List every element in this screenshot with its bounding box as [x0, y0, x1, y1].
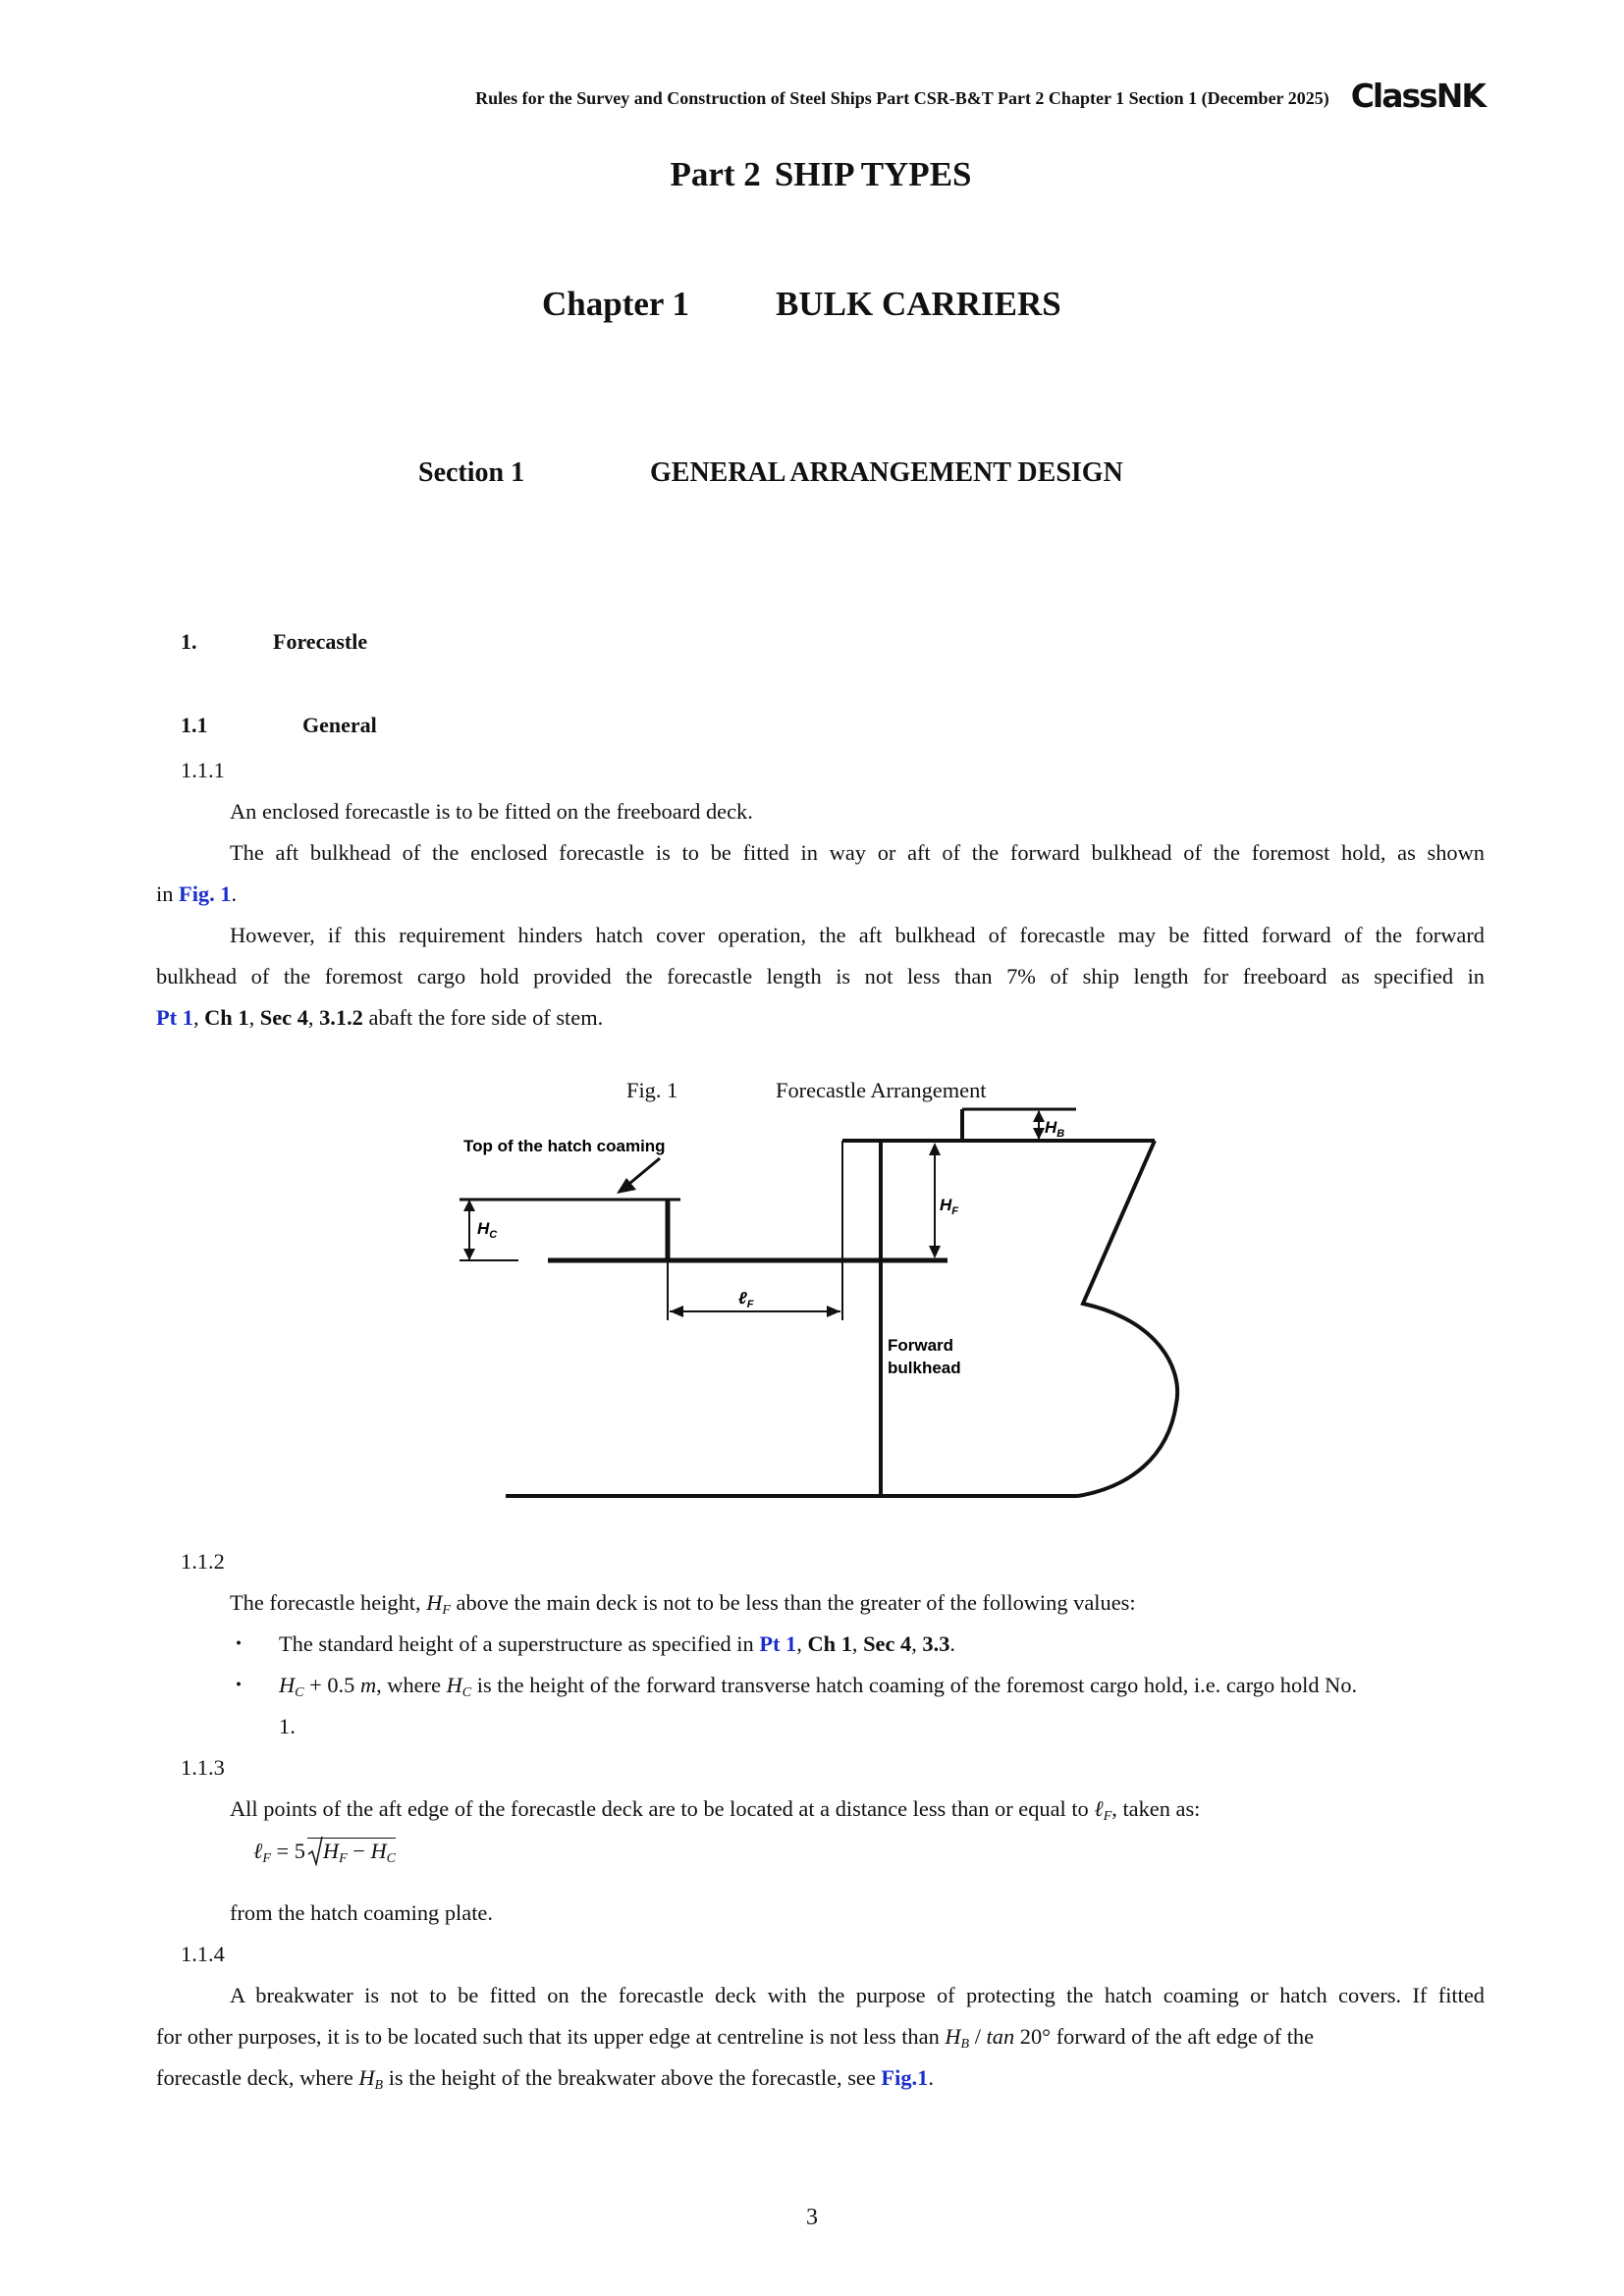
paragraph-number: 1.1.2: [181, 1549, 225, 1574]
bullet-line: $H_C + 0.5$ m, where $H_C$ is the height of the forward transverse hatch coaming of the foremost cargo hold, i.e. cargo hold No.: [279, 1673, 1358, 1700]
paragraph-line: A breakwater is not to be fitted on the forecastle deck with the purpose of protecting the hatch coaming or hatch covers. If fitted: [230, 1983, 1485, 2007]
chapter-title: BULK CARRIERS: [776, 285, 1061, 323]
hatch-coaming-label: Top of the hatch coaming: [463, 1137, 666, 1155]
bullet-icon: ・: [228, 1631, 250, 1656]
forward-bulkhead-label-line2: bulkhead: [888, 1359, 961, 1377]
section-number: Section 1: [418, 457, 525, 488]
paragraph-line: An enclosed forecastle is to be fitted on the freeboard deck.: [230, 799, 753, 824]
paragraph-line: forecastle deck, where $H_B$ is the height of the breakwater above the forecastle, see Fig.1.: [156, 2065, 934, 2093]
hf-label: $H_F$: [940, 1196, 959, 1217]
figure-caption-number: Fig. 1: [626, 1078, 678, 1102]
heading1-number: 1.: [181, 629, 197, 654]
classnk-logo: ClassNK: [1350, 77, 1485, 115]
chapter-number: Chapter 1: [542, 285, 690, 323]
paragraph-line: for other purposes, it is to be located such that its upper edge at centreline is not less than $H_B$ / tan 20° forward of the aft edge of the: [156, 2024, 1315, 2052]
fig-1-link[interactable]: Fig. 1: [179, 881, 232, 906]
paragraph-line: in Fig. 1.: [156, 881, 238, 906]
heading1-title: Forecastle: [273, 629, 368, 654]
bullet-line: 1.: [279, 1714, 296, 1738]
pt1-link[interactable]: Pt 1: [759, 1631, 797, 1656]
paragraph-number: 1.1.3: [181, 1755, 225, 1780]
running-title: Rules for the Survey and Construction of Steel Ships Part CSR-B&T Part 2 Chapter 1 Section 1 (December 2025): [475, 88, 1329, 108]
part-name: SHIP TYPES: [774, 155, 972, 193]
heading2-number: 1.1: [181, 713, 208, 737]
sqrt-icon: [307, 1837, 323, 1866]
section-title: GENERAL ARRANGEMENT DESIGN: [650, 457, 1123, 488]
fig-1-link[interactable]: Fig.1: [881, 2065, 929, 2090]
formula-lf: ℓ$_F$ = 5 $H_F - H_C$: [253, 1839, 396, 1866]
bullet-icon: ・: [228, 1673, 250, 1697]
page-number: 3: [806, 2205, 818, 2230]
hc-label: $H_C$: [477, 1219, 498, 1241]
paragraph-line: The forecastle height, $H_F$ above the main deck is not to be less than the greater of the following values:: [230, 1590, 1136, 1618]
paragraph-line: bulkhead of the foremost cargo hold provided the forecastle length is not less than 7% of ship length for freeboard as specified in: [156, 964, 1485, 988]
paragraph-line: from the hatch coaming plate.: [230, 1900, 493, 1925]
bullet-line: The standard height of a superstructure as specified in Pt 1, Ch 1, Sec 4, 3.3.: [279, 1631, 956, 1656]
paragraph-line: All points of the aft edge of the forecastle deck are to be located at a distance less than or equal to ℓ$_F$, taken as:: [230, 1796, 1201, 1824]
pt1-link[interactable]: Pt 1: [156, 1005, 193, 1030]
paragraph-line: Pt 1, Ch 1, Sec 4, 3.1.2 abaft the fore side of stem.: [156, 1005, 604, 1030]
paragraph-line: However, if this requirement hinders hatch cover operation, the aft bulkhead of forecastle may be fitted forward of the forward: [230, 923, 1485, 947]
part-number: Part 2: [670, 155, 761, 193]
figure-caption-title: Forecastle Arrangement: [776, 1078, 987, 1102]
paragraph-number: 1.1.4: [181, 1942, 225, 1966]
paragraph-line: The aft bulkhead of the enclosed forecastle is to be fitted in way or aft of the forward bulkhead of the foremost hold, as shown: [230, 840, 1485, 865]
heading2-title: General: [302, 713, 377, 737]
paragraph-number: 1.1.1: [181, 758, 225, 782]
lf-label: ℓ$_F$: [738, 1289, 754, 1310]
forward-bulkhead-label-line1: Forward: [888, 1336, 954, 1355]
bow-profile: [1078, 1141, 1177, 1496]
hb-label: $H_B$: [1045, 1118, 1065, 1140]
